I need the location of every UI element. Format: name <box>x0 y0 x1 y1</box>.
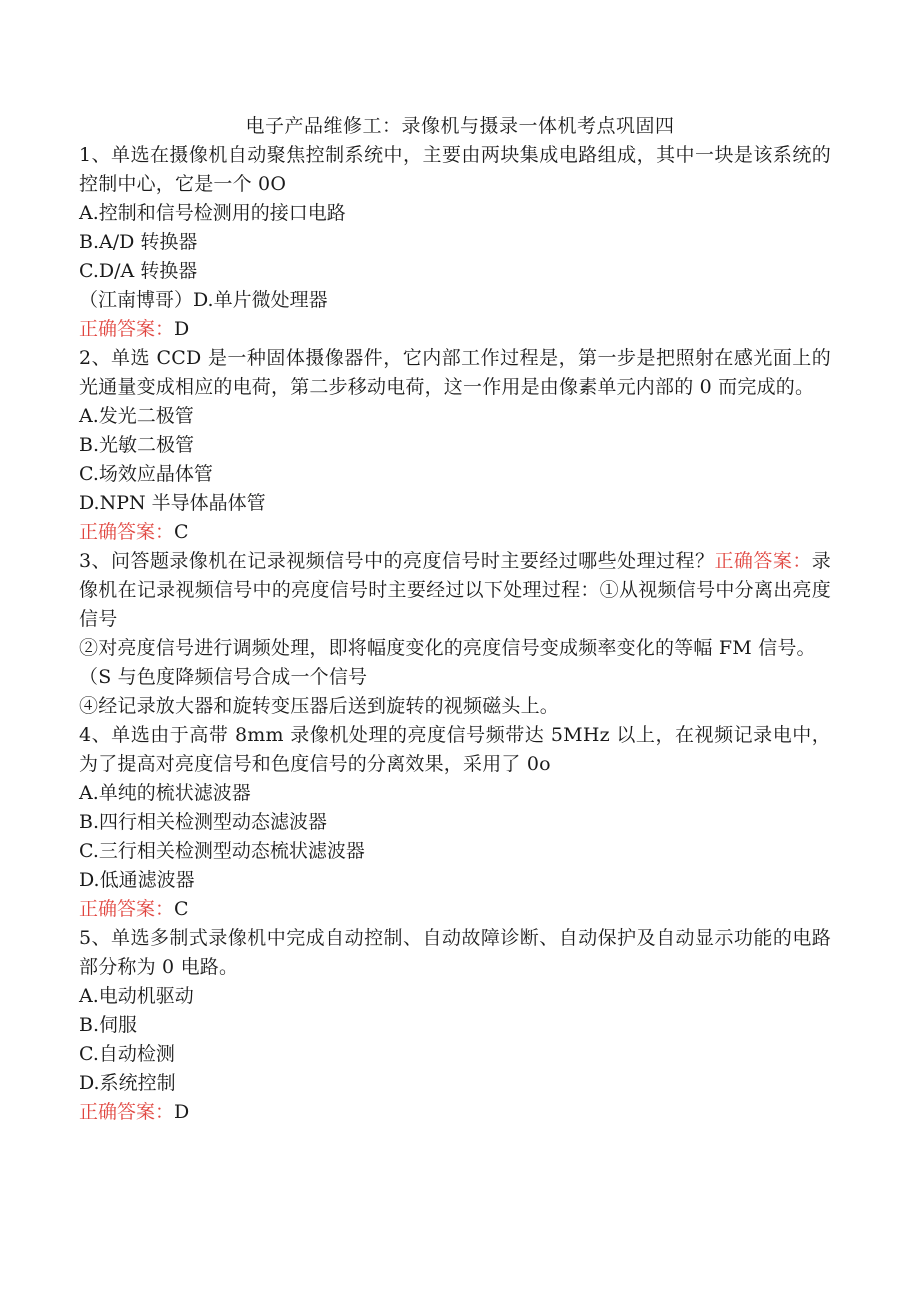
option-c: C.D/A 转换器 <box>79 260 198 282</box>
option-a: A.单纯的梳状滤波器 <box>79 782 251 804</box>
question-block <box>79 924 831 1127</box>
question-block <box>79 141 831 344</box>
question-block <box>79 547 831 721</box>
option-b: B.伺服 <box>79 1014 138 1036</box>
question-text: 5、单选多制式录像机中完成自动控制、自动故障诊断、自动保护及自动显示功能的电路部分称为 0 电路。 <box>79 927 831 978</box>
answer-text: 录像机在记录视频信号中的亮度信号时主要经过以下处理过程：①从视频信号中分离出亮度信号 <box>79 550 831 630</box>
answer-line <box>79 1098 831 1127</box>
option-d: D.低通滤波器 <box>79 869 195 891</box>
question-text: 4、单选由于高带 8mm 录像机处理的亮度信号频带达 5MHz 以上，在视频记录电中，为了提高对亮度信号和色度信号的分离效果，采用了 0o <box>79 724 831 775</box>
answer-line <box>79 518 831 547</box>
question-block <box>79 721 831 924</box>
answer-value: C <box>174 521 189 543</box>
answer-text: ④经记录放大器和旋转变压器后送到旋转的视频磁头上。 <box>79 695 560 717</box>
option-d: D.系统控制 <box>79 1072 176 1094</box>
option-d: D.NPN 半导体晶体管 <box>79 492 266 514</box>
answer-label: 正确答案： <box>714 550 812 572</box>
option-c: C.三行相关检测型动态梳状滤波器 <box>79 840 365 862</box>
answer-label: 正确答案： <box>79 1101 175 1123</box>
option-a: A.发光二极管 <box>79 405 194 427</box>
option-a: A.控制和信号检测用的接口电路 <box>79 202 346 224</box>
document-title: 电子产品维修工：录像机与摄录一体机考点巩固四 <box>245 115 675 137</box>
answer-label: 正确答案： <box>79 318 175 340</box>
option-c: C.自动检测 <box>79 1043 175 1065</box>
option-b: B.A/D 转换器 <box>79 231 198 253</box>
answer-line <box>79 895 831 924</box>
answer-value: D <box>174 1101 190 1123</box>
option-a: A.电动机驱动 <box>79 985 194 1007</box>
option-b: B.四行相关检测型动态滤波器 <box>79 811 328 833</box>
answer-line <box>79 315 831 344</box>
option-d: （江南博哥）D.单片微处理器 <box>79 289 328 311</box>
answer-label: 正确答案： <box>79 898 175 920</box>
answer-value: D <box>174 318 190 340</box>
document-content <box>79 112 831 1127</box>
answer-text: （S 与色度降频信号合成一个信号 <box>79 666 368 688</box>
question-text: 1、单选在摄像机自动聚焦控制系统中，主要由两块集成电路组成，其中一块是该系统的控制中心，它是一个 0O <box>79 144 831 195</box>
question-block <box>79 344 831 547</box>
option-b: B.光敏二极管 <box>79 434 195 456</box>
answer-label: 正确答案： <box>79 521 175 543</box>
question-prompt: 3、问答题录像机在记录视频信号中的亮度信号时主要经过哪些处理过程？ <box>79 550 715 572</box>
option-c: C.场效应晶体管 <box>79 463 213 485</box>
answer-text: ②对亮度信号进行调频处理，即将幅度变化的亮度信号变成频率变化的等幅 FM 信号。 <box>79 637 816 659</box>
question-text: 2、单选 CCD 是一种固体摄像器件，它内部工作过程是，第一步是把照射在感光面上的光通量变成相应的电荷，第二步移动电荷，这一作用是由像素单元内部的 0 而完成的。 <box>79 347 831 398</box>
answer-value: C <box>174 898 189 920</box>
question-text <box>79 547 831 634</box>
